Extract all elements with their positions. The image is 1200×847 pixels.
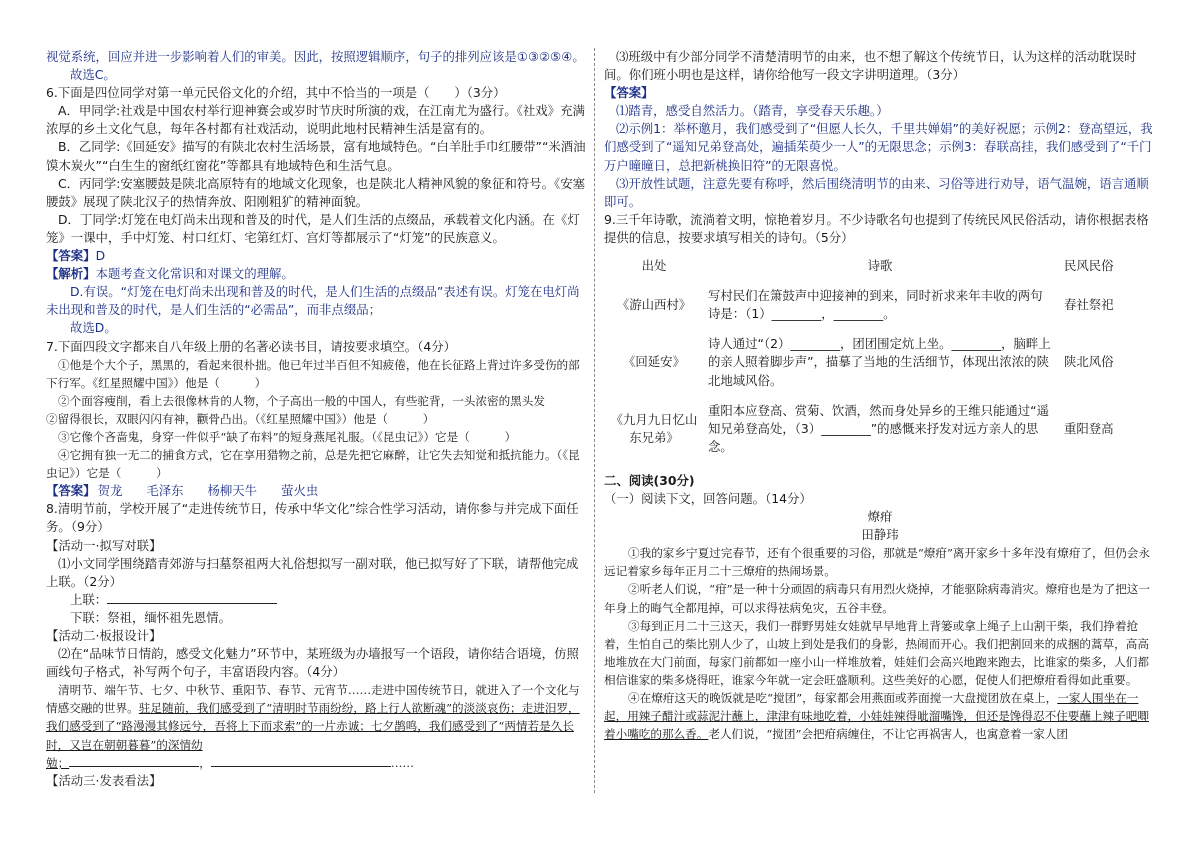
table-header-row bbox=[604, 253, 1156, 281]
couplet-upper-blank[interactable] bbox=[107, 591, 277, 604]
q8-3-question: ⑶班级中有少部分同学不清楚清明节的由来，也不想了解这个传统节日，认为这样的活动耽误时间。你们班小明也是这样，请你给他写一段文字讲明道理。（3分） bbox=[604, 49, 1137, 83]
prev-choice: 故选C。 bbox=[70, 67, 116, 83]
prev-analysis-text: 视觉系统，回应并进一步影响着人们的审美。因此，按照逻辑顺序，句子的排列应该是①③②⑤④。 bbox=[46, 49, 585, 64]
q6-analysis-detail: D.有误。“灯笼在电灯尚未出现和普及的时代，是人们生活的点缀品”表述有误。灯笼在电灯尚未出现和普及的时代，是人们生活的“必需品”，而非点缀品； bbox=[46, 284, 580, 318]
activity-2-blank-2[interactable] bbox=[211, 754, 391, 767]
column-divider bbox=[594, 48, 595, 793]
q6-stem: 6.下面是四位同学对第一单元民俗文化的介绍，其中不恰当的一项是（ ）（3分） bbox=[46, 85, 506, 101]
article-author: 田静玮 bbox=[861, 527, 899, 543]
row-source: 《游山西村》 bbox=[616, 297, 692, 313]
table-row bbox=[604, 281, 1156, 329]
table-row bbox=[604, 396, 1156, 462]
q9-stem: 9.三千年诗歌，流淌着文明，惊艳着岁月。不少诗歌名句也提到了传统民风民俗活动，请你根据表格提供的信息，按要求填写相关的诗句。（5分） bbox=[604, 211, 1149, 245]
q8-answer-1: ⑴踏青，感受自然活力。（踏青，享受春天乐趣。） bbox=[616, 103, 889, 119]
q6-analysis-text: 本题考查文化常识和对课文的理解。 bbox=[95, 266, 294, 282]
answer-label: 【答案】 bbox=[46, 248, 96, 264]
header-custom: 民风民俗 bbox=[1064, 258, 1114, 274]
header-source: 出处 bbox=[641, 258, 667, 274]
q6-choice: 故选D。 bbox=[70, 320, 117, 336]
article-para-2: ②听老人们说，“疳”是一种十分顽固的病毒只有用烈火烧掉，才能驱除病毒消灾。燎疳也是为了把这一年身上的晦气全都甩掉，可以求得祛病免灾，五谷丰登。 bbox=[604, 582, 1150, 615]
row-poem[interactable]: 写村民们在箫鼓声中迎接神的到来，同时祈求来年丰收的两句诗是：（1）________，________。 bbox=[708, 288, 1043, 322]
activity-2-heading: 【活动二·板报设计】 bbox=[46, 628, 162, 643]
q6-analysis bbox=[46, 265, 586, 283]
couplet-lower: 下联：祭祖，缅怀祖先恩情。 bbox=[70, 609, 232, 625]
activity-2-underlined-2: 走进汨罗，我们感受到了“路漫漫其修远兮，吾将上下而求索”的一片赤诚；七夕鹊鸣，我们感受到了“两情若是久长时，又岂在朝朝暮暮”的深情幼 bbox=[46, 701, 580, 752]
row-poem[interactable]: 诗人通过“（2）________，团团围定炕上坐。________，脑畔上的亲人照着脚步声”，描摹了当地的生活细节，体现出浓浓的陕北地域风俗。 bbox=[708, 336, 1051, 388]
section-2-heading: 二、阅读(30分) bbox=[604, 472, 695, 488]
right-column bbox=[604, 48, 1156, 793]
poetry-table bbox=[604, 253, 1156, 462]
q6-option-b: B．乙同学:《回延安》描写的有陕北农村生活场景，富有地域特色。“白羊肚手巾红腰带”“米酒油馍木炭火”“白生生的窗纸红窗花”等都具有地域特色和生活气息。 bbox=[46, 139, 586, 173]
para-4-start: ④在燎疳这天的晚饭就是吃“搅团”，每家都会用燕面或荞面搅一大盘搅团放在桌上， bbox=[628, 691, 1058, 705]
activity-1-heading: 【活动一·拟写对联】 bbox=[46, 537, 162, 553]
activity-1-question: ⑴小文同学围绕踏青郊游与扫墓祭祖两大礼俗想拟写一副对联，他已拟写好了下联，请帮他完成上联。（2分） bbox=[46, 555, 579, 589]
activity-2-underlined-1: 驻足随前，我们感受到了“清明时节雨纷纷，路上行人欲断魂”的淡淡哀伤； bbox=[138, 701, 522, 716]
row-source: 《回延安》 bbox=[623, 354, 685, 370]
left-column bbox=[46, 48, 586, 793]
reading-1-heading: （一）阅读下文，回答问题。（14分） bbox=[604, 490, 812, 506]
para-4-underlined: 一家人围坐在一起，用辣子醋汁或蒜泥汁蘸上，津津有味地吃着，小娃娃辣得呲溜嘴馋，但还是馋得忍不住要蘸上辣子吧唧着小嘴吃的那么香。 bbox=[604, 691, 1149, 742]
q7-item-1: ①他是个大个子，黑黑的，看起来很朴拙。他已年过半百但不知疲倦，他在长征路上背过许多受伤的部下行军。《红星照耀中国》）他是（ ） bbox=[46, 357, 580, 390]
activity-2-paragraph: 清明节、端午节、七夕、中秋节、重阳节、春节、元宵节……走进中国传统节日，就进入了一个文化与情感交融的世界。驻足随前，我们感受到了“清明时节雨纷纷，路上行人欲断魂”的淡淡哀伤；走进汨罗，我们感受到了“路漫漫其修远兮，吾将上下而求索”的一片赤诚；七夕鹊鸣，我们感受到了“两情若是久长时，又岂在朝朝暮暮”的深情幼 勉； ， …… bbox=[46, 683, 580, 770]
q7-answer-3: 杨柳天牛 bbox=[207, 483, 258, 499]
answer-label: 【答案】 bbox=[604, 85, 654, 101]
q8-stem: 8.清明节前，学校开展了“走进传统节日，传承中华文化”综合性学习活动，请你参与并完成下面任务。（9分） bbox=[46, 501, 579, 535]
q6-answer-value: D bbox=[95, 248, 106, 264]
header-poem: 诗歌 bbox=[867, 258, 893, 274]
q7-answer bbox=[46, 482, 586, 500]
activity-2-underlined-3: 勉； bbox=[46, 755, 70, 770]
article-para-4 bbox=[604, 689, 1156, 743]
q6-option-a: A．甲同学:社戏是中国农村举行迎神赛会或岁时节庆时所演的戏，在江南尤为盛行。《社戏》充满浓厚的乡土文化气息，每年各村都有社戏活动，说明此地村民精神生活是富有的。 bbox=[46, 103, 585, 137]
row-poem[interactable]: 重阳本应登高、赏菊、饮酒，然而身处异乡的王维只能通过“遥知兄弟登高处，（3）________”的感慨来抒发对远方亲人的思念。 bbox=[708, 402, 1049, 454]
q7-stem: 7.下面四段文字都来自八年级上册的名著必读书目，请按要求填空。（4分） bbox=[46, 338, 457, 354]
activity-2-question: ⑵在“品味节日情韵，感受文化魅力”环节中，某班级为办墙报写一个语段，请你结合语境，仿照画线句子格式，补写两个句子，丰富语段内容。（4分） bbox=[46, 646, 579, 680]
q7-item-2-pre: ②个面容瘦削，看上去很像林肯的人物，个子高出一般的中国人，有些驼背，一头浓密的黑头发 bbox=[58, 393, 545, 408]
article-title: 燎疳 bbox=[867, 509, 893, 525]
activity-3-heading: 【活动三·发表看法】 bbox=[46, 772, 162, 788]
activity-2-intro: 清明节、端午节、七夕、中秋节、重阳节、春节、元宵节……走进中国传统节日，就进入了一个文化与情感交融的世界。 bbox=[46, 683, 580, 716]
analysis-label: 【解析】 bbox=[46, 266, 96, 282]
q7-answer-1: 贺龙 bbox=[97, 483, 123, 499]
table-row bbox=[604, 329, 1156, 395]
row-source: 《九月九日忆山东兄弟》 bbox=[610, 411, 698, 445]
article-para-1: ①我的家乡宁夏过完春节，还有个很重要的习俗，那就是“燎疳”离开家乡十多年没有燎疳了，但仍会永远记着家乡每年正月二十三燎疳的热闹场景。 bbox=[604, 546, 1150, 579]
row-custom: 重阳登高 bbox=[1064, 420, 1114, 436]
q7-answer-4: 萤火虫 bbox=[281, 483, 319, 499]
q7-item-4: ④它拥有独一无二的捕食方式，它在享用猎物之前，总是先把它麻醉，让它失去知觉和抵抗能力。（《昆虫记》）它是（ ） bbox=[46, 448, 580, 481]
para-4-end: 老人们说，“搅团”会把疳病缠住，不让它再祸害人，也寓意着一家人团 bbox=[708, 727, 1069, 742]
article-para-3: ③每到正月二十三这天，我们一群野男娃女娃就早早地背上背篓或拿上绳子上山割干柴，我们挣着抢着，生怕自己的柴比别人少了，山坡上到处是我们的身影，热闹而开心。我们把割回来的成捆的蒿草，高高地堆放在大门前面，每家门前都如一座小山一样堆放着，娃娃们会高兴地跑来跑去，比谁家的柴多，人们都相信谁家的柴多烧得旺，谁家今年就一定会旺盛顺利。这些美好的心愿，促使人们把燎疳看得如此重要。 bbox=[604, 618, 1149, 687]
q7-answer-2: 毛泽东 bbox=[146, 483, 184, 499]
row-custom: 春社祭祀 bbox=[1064, 297, 1114, 313]
row-custom: 陕北风俗 bbox=[1064, 354, 1114, 370]
activity-2-blank-1[interactable] bbox=[69, 754, 199, 767]
q7-item-3: ③它像个吝啬鬼，身穿一件似乎“缺了布料”的短身燕尾礼服。（《昆虫记》）它是（ ） bbox=[58, 429, 517, 444]
activity-2-ellipsis: …… bbox=[390, 755, 414, 770]
q6-option-d: D．丁同学:灯笼在电灯尚未出现和普及的时代，是人们生活的点缀品，承载着文化内涵。在《灯笼》一课中，手中灯笼、村口红灯、宅第红灯、宫灯等都展示了“灯笼”的民族意义。 bbox=[46, 211, 580, 245]
q8-answer-2: ⑵示例1：举杯邀月，我们感受到了“但愿人长久，千里共婵娟”的美好祝愿；示例2：登高望远，我们感受到了“遥知兄弟登高处，遍插茱萸少一人”的无限思念；示例3：春联高挂，我们感受到了“千门万户曈曈日，总把新桃换旧符”的无限喜悦。 bbox=[604, 121, 1153, 173]
q8-answer-3: ⑶开放性试题，注意先要有称呼，然后围绕清明节的由来、习俗等进行劝导，语气温婉，语言通顺即可。 bbox=[604, 175, 1149, 209]
couplet-upper bbox=[46, 591, 586, 609]
q6-answer bbox=[46, 247, 586, 265]
q7-item-2: ②留得很长，双眼闪闪有神，颧骨凸出。（《红星照耀中国》）他是（ ） bbox=[46, 411, 435, 426]
q6-option-c: C．丙同学:安塞腰鼓是陕北高原特有的地域文化现象，也是陕北人精神风貌的象征和符号。《安塞腰鼓》展现了陕北汉子的热情奔放、阳刚粗犷的精神面貌。 bbox=[46, 175, 586, 209]
couplet-upper-label: 上联： bbox=[70, 591, 108, 607]
answer-label: 【答案】 bbox=[46, 483, 96, 499]
